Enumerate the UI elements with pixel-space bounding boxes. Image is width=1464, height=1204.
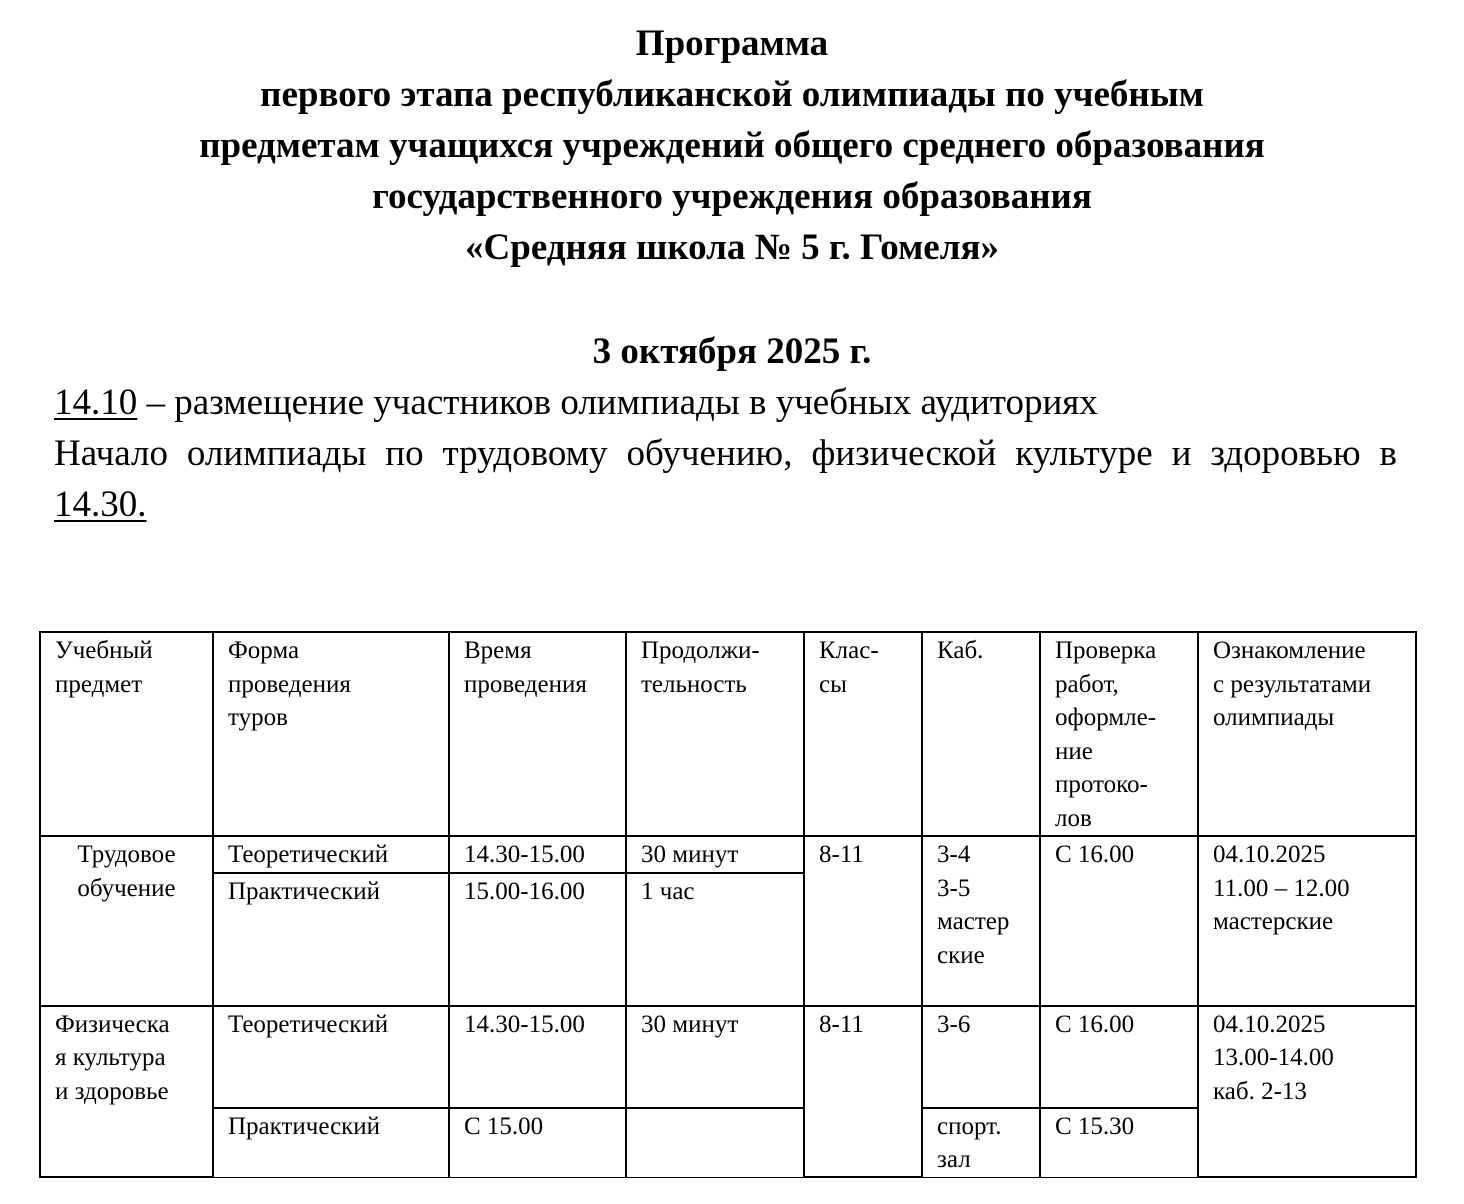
header-room: Каб. <box>922 632 1040 836</box>
labor-room: 3-4 3-5 мастер ские <box>922 836 1040 1006</box>
header-grades: Клас- сы <box>804 632 922 836</box>
subject-labor: Трудовое обучение <box>40 836 213 1006</box>
labor-practice-form: Практический <box>213 873 449 1006</box>
pe-theory-form: Теоретический <box>213 1006 449 1108</box>
labor-practice-time: 15.00-16.00 <box>449 873 626 1006</box>
labor-theory-form: Теоретический <box>213 836 449 873</box>
title-line-1: Программа <box>635 23 829 64</box>
title-line-3: предметам учащихся учреждений общего среднего образования <box>199 125 1265 166</box>
intro-line-start <box>54 428 1397 530</box>
document-title <box>0 18 1464 273</box>
pe-practice-duration <box>626 1108 804 1178</box>
table-header-row <box>40 632 1416 836</box>
start-text: Начало олимпиады по трудовому обучению, физической культуре и здоровью в <box>54 433 1397 474</box>
pe-results: 04.10.2025 13.00-14.00 каб. 2-13 <box>1198 1006 1416 1178</box>
event-date: 3 октября 2025 г. <box>592 331 872 372</box>
placement-time: 14.10 <box>54 382 138 423</box>
header-check: Проверка работ, оформле- ние протоко- лов <box>1040 632 1198 836</box>
pe-theory-check: С 16.00 <box>1040 1006 1198 1108</box>
header-time: Время проведения <box>449 632 626 836</box>
intro-line-placement <box>54 377 1098 428</box>
header-form: Форма проведения туров <box>213 632 449 836</box>
pe-theory-duration: 30 минут <box>626 1006 804 1108</box>
pe-practice-room: спорт. зал <box>922 1108 1040 1178</box>
labor-results: 04.10.2025 11.00 – 12.00 мастерские <box>1198 836 1416 1006</box>
header-results: Ознакомление с результатами олимпиады <box>1198 632 1416 836</box>
table-row <box>40 1006 1416 1108</box>
labor-theory-time: 14.30-15.00 <box>449 836 626 873</box>
schedule-table <box>39 631 1417 1178</box>
subject-pe: Физическа я культура и здоровье <box>40 1006 213 1178</box>
title-line-5: «Средняя школа № 5 г. Гомеля» <box>465 227 999 268</box>
labor-check: С 16.00 <box>1040 836 1198 1006</box>
pe-theory-room: 3-6 <box>922 1006 1040 1108</box>
title-line-2: первого этапа республиканской олимпиады по учебным <box>260 74 1204 115</box>
title-line-4: государственного учреждения образования <box>372 176 1092 217</box>
header-duration: Продолжи- тельность <box>626 632 804 836</box>
pe-practice-check: С 15.30 <box>1040 1108 1198 1178</box>
header-subject: Учебный предмет <box>40 632 213 836</box>
start-time: 14.30. <box>54 484 147 525</box>
pe-grades: 8-11 <box>804 1006 922 1178</box>
placement-text: – размещение участников олимпиады в учебных аудиториях <box>137 382 1098 423</box>
pe-practice-time: С 15.00 <box>449 1108 626 1178</box>
pe-theory-time: 14.30-15.00 <box>449 1006 626 1108</box>
labor-theory-duration: 30 минут <box>626 836 804 873</box>
labor-practice-duration: 1 час <box>626 873 804 1006</box>
table-row <box>40 836 1416 873</box>
labor-grades: 8-11 <box>804 836 922 1006</box>
pe-practice-form: Практический <box>213 1108 449 1178</box>
